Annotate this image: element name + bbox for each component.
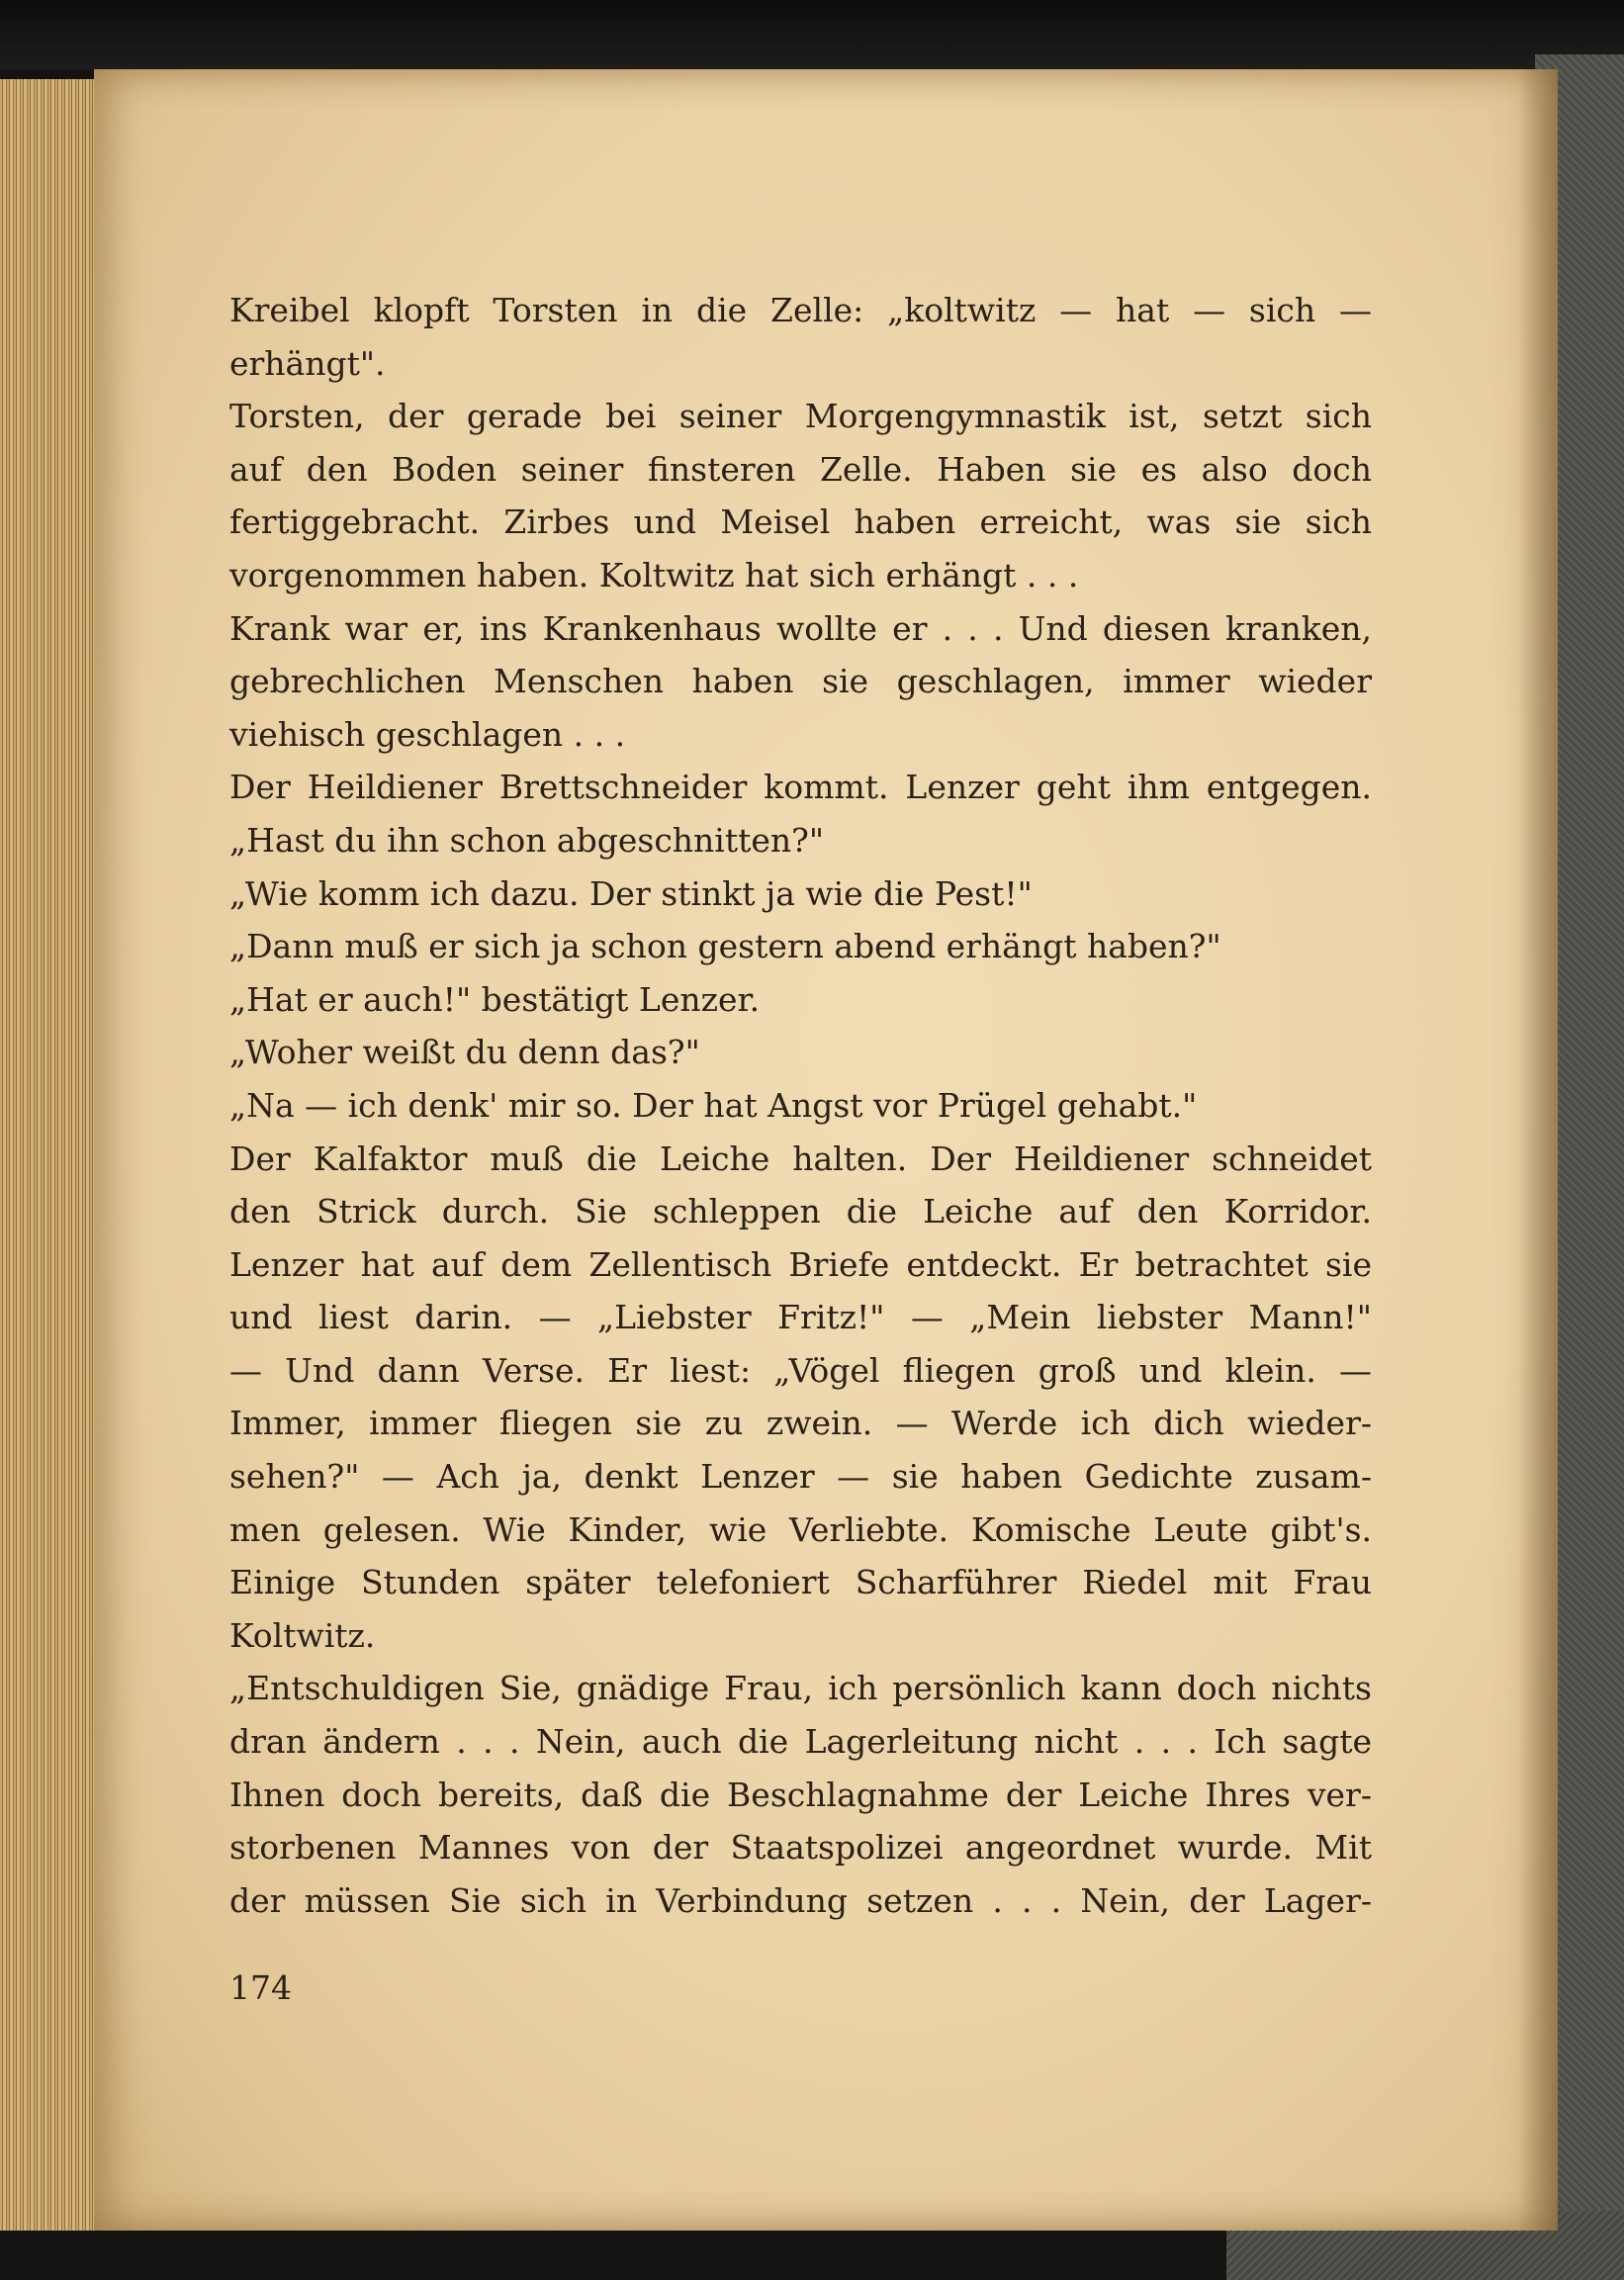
text-line: sehen?" — Ach ja, denkt Lenzer — sie haben Gedichte zusam- — [229, 1457, 1372, 1497]
text-line: gebrechlichen Menschen haben sie geschlagen, immer wieder — [229, 662, 1372, 701]
text-line: Lenzer hat auf dem Zellentisch Briefe entdeckt. Er betrachtet sie — [229, 1244, 1372, 1284]
text-line: Der Heildiener Brettschneider kommt. Lenzer geht ihm entgegen. — [229, 768, 1372, 807]
text-line: Einige Stunden später telefoniert Scharführer Riedel mit Frau — [229, 1563, 1372, 1602]
text-line: Ihnen doch bereits, daß die Beschlagnahme der Leiche Ihres ver- — [229, 1775, 1372, 1814]
text-line: „Dann muß er sich ja schon gestern abend erhängt haben?" — [229, 927, 1221, 966]
text-line: Koltwitz. — [229, 1615, 376, 1655]
text-line: „Hat er auch!" bestätigt Lenzer. — [229, 979, 761, 1019]
text-line: „Na — ich denk' mir so. Der hat Angst vor Prügel gehabt." — [229, 1085, 1198, 1125]
text-line: men gelesen. Wie Kinder, wie Verliebte. Komische Leute gibt's. — [229, 1509, 1372, 1549]
text-line: den Strick durch. Sie schleppen die Leiche auf den Korridor. — [229, 1192, 1372, 1231]
page-spine-shadow — [1518, 69, 1558, 2231]
text-line: der müssen Sie sich in Verbindung setzen . . . Nein, der Lager- — [229, 1880, 1372, 1920]
text-line: Krank war er, ins Krankenhaus wollte er . . . Und diesen kranken, — [229, 608, 1372, 648]
text-line: Immer, immer fliegen sie zu zwein. — Werde ich dich wieder- — [229, 1404, 1372, 1443]
page-body-text — [229, 284, 1372, 1927]
text-line: „Entschuldigen Sie, gnädige Frau, ich persönlich kann doch nichts — [229, 1669, 1372, 1708]
text-line: „Wie komm ich dazu. Der stinkt ja wie die Pest!" — [229, 873, 1033, 913]
scan-background-top — [0, 0, 1624, 69]
text-line: auf den Boden seiner finsteren Zelle. Haben sie es also doch — [229, 449, 1372, 489]
text-line: viehisch geschlagen . . . — [229, 714, 626, 754]
text-line: Der Kalfaktor muß die Leiche halten. Der Heildiener schneidet — [229, 1139, 1372, 1178]
page-number: 174 — [229, 1968, 292, 2007]
text-line: storbenen Mannes von der Staatspolizei angeordnet wurde. Mit — [229, 1828, 1372, 1868]
text-line: — Und dann Verse. Er liest: „Vögel fliegen groß und klein. — — [229, 1350, 1372, 1390]
text-line: „Hast du ihn schon abgeschnitten?" — [229, 820, 825, 860]
text-line: fertiggebracht. Zirbes und Meisel haben erreicht, was sie sich — [229, 502, 1372, 542]
text-line: Torsten, der gerade bei seiner Morgengymnastik ist, setzt sich — [229, 397, 1372, 436]
text-line: erhängt". — [229, 343, 386, 383]
text-line: dran ändern . . . Nein, auch die Lagerleitung nicht . . . Ich sagte — [229, 1722, 1372, 1762]
text-line: vorgenommen haben. Koltwitz hat sich erhängt . . . — [229, 555, 1079, 594]
text-line: „Woher weißt du denn das?" — [229, 1033, 700, 1072]
text-line: Kreibel klopft Torsten in die Zelle: „koltwitz — hat — sich — — [229, 291, 1372, 329]
text-line: und liest darin. — „Liebster Fritz!" — „Mein liebster Mann!" — [229, 1298, 1372, 1337]
